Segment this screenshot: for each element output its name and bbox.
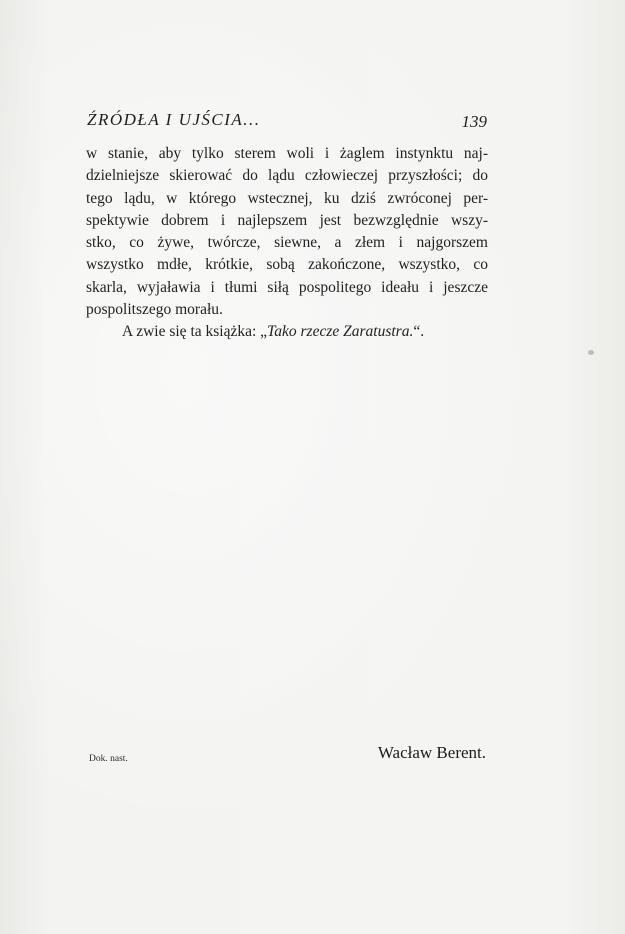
- running-head: [87, 110, 487, 132]
- closing-suffix: “.: [413, 323, 425, 341]
- text-line: skarla, wyjaławia i tłumi siłą pospolitego ideału i jeszcze: [86, 278, 488, 296]
- text-line: tego lądu, w którego wstecznej, ku dziś zwróconej per-: [86, 189, 488, 207]
- text-line: pospolitszego morału.: [86, 301, 223, 319]
- text-line: dzielniejsze skierować do lądu człowieczej przyszłości; do: [86, 167, 488, 185]
- closing-line: [86, 321, 488, 343]
- text-line: stko, co żywe, twórcze, siewne, a złem i najgorszem: [86, 234, 488, 252]
- text-line: spektywie dobrem i najlepszem jest bezwzględnie wszy-: [86, 211, 488, 229]
- printer-mark: Dok. nast.: [89, 754, 128, 764]
- body-text: [86, 143, 488, 344]
- author-signature: Wacław Berent.: [377, 743, 486, 762]
- paper-speck: [588, 350, 594, 355]
- book-title: Tako rzecze Zaratustra.: [267, 323, 414, 341]
- text-line: w stanie, aby tylko sterem woli i żaglem instynktu naj-: [86, 145, 488, 162]
- running-title: ŹRÓDŁA I UJŚCIA...: [87, 110, 261, 129]
- page-number: 139: [461, 112, 487, 131]
- text-line: wszystko mdłe, krótkie, sobą zakończone, wszystko, co: [86, 256, 488, 274]
- closing-prefix: A zwie się ta książka: „: [122, 323, 268, 341]
